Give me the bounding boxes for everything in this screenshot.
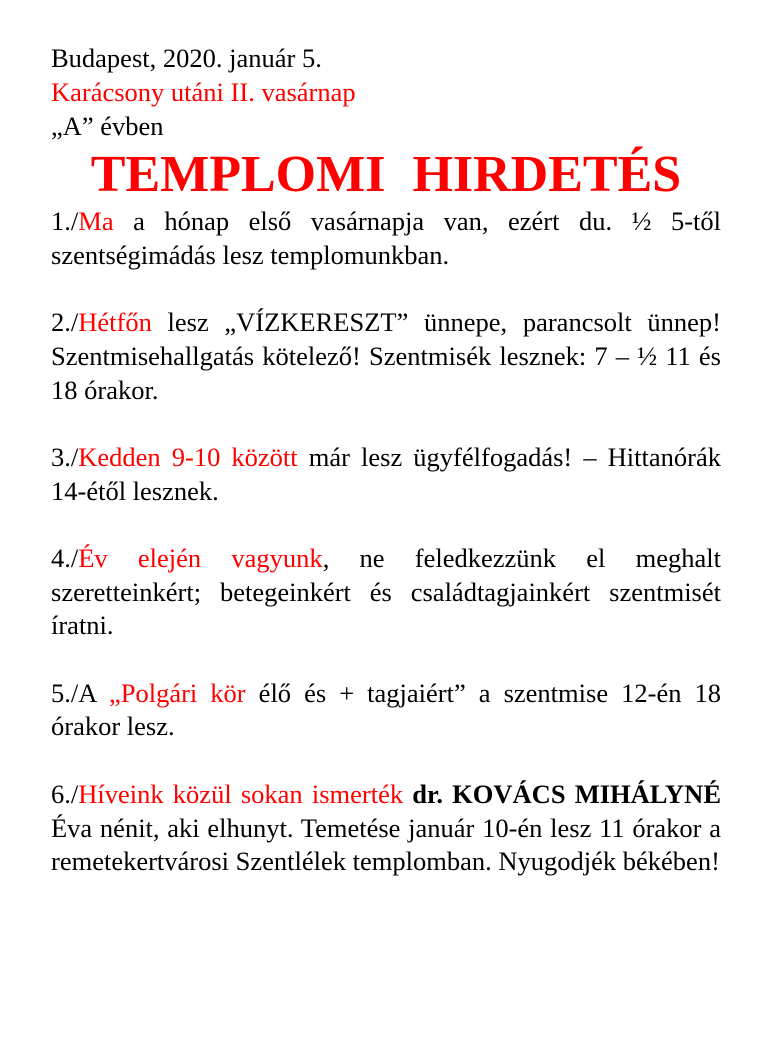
announcement-number: 5./A — [51, 677, 109, 708]
announcement-2 — [51, 306, 721, 407]
liturgical-day: Karácsony utáni II. vasárnap — [51, 77, 356, 107]
announcement-1 — [51, 205, 721, 272]
announcement-highlight: Ma — [78, 206, 114, 236]
liturgical-year: „A” évben — [51, 111, 164, 141]
announcement-highlight: Kedden 9-10 között — [78, 441, 298, 472]
announcement-4 — [51, 542, 721, 643]
announcement-highlight: „Polgári kör — [108, 677, 246, 708]
announcement-number: 3./ — [51, 441, 79, 472]
page-title: TEMPLOMI HIRDETÉS — [90, 146, 682, 203]
announcement-text: , ne feledkezzünk el meghalt szeretteinkért; betegeinkért és családtagjainkért szentmisét íratni. — [51, 542, 721, 641]
announcement-text: lesz „VÍZKERESZT” ünnepe, parancsolt ünnep! Szentmisehallgatás kötelező! Szentmisék lesznek: 7 – ½ 11 és 18 órakor. — [51, 307, 721, 405]
announcement-highlight: Híveink közül sokan ismerték — [78, 778, 404, 809]
announcement-page — [51, 41, 721, 913]
announcement-highlight: Év elején vagyunk — [78, 542, 323, 573]
announcement-text: Éva nénit, aki elhunyt. Temetése január 10-én lesz 11 órakor a remetekertvárosi Szentlélek templomban. Nyugodjék békében! — [51, 812, 721, 877]
announcement-number: 4./ — [51, 542, 79, 573]
date-line: Budapest, 2020. január 5. — [51, 43, 322, 73]
announcement-5 — [51, 677, 721, 744]
announcement-number: 2./ — [51, 307, 79, 338]
announcement-highlight: Hétfőn — [78, 307, 152, 338]
announcement-3 — [51, 441, 721, 508]
announcement-6 — [51, 778, 721, 879]
announcement-number: 1./ — [51, 206, 79, 236]
deceased-name: dr. KOVÁCS MIHÁLYNÉ — [403, 778, 721, 809]
announcement-number: 6./ — [51, 778, 79, 809]
announcement-text: a hónap első vasárnapja van, ezért du. ½ 5-től szentségimádás lesz templomunkban. — [51, 206, 721, 270]
announcement-text: már lesz ügyfélfogadás! – Hittanórák 14-étől lesznek. — [51, 441, 721, 506]
announcement-text: élő és + tagjaiért” a szentmise 12-én 18 órakor lesz. — [51, 677, 721, 742]
